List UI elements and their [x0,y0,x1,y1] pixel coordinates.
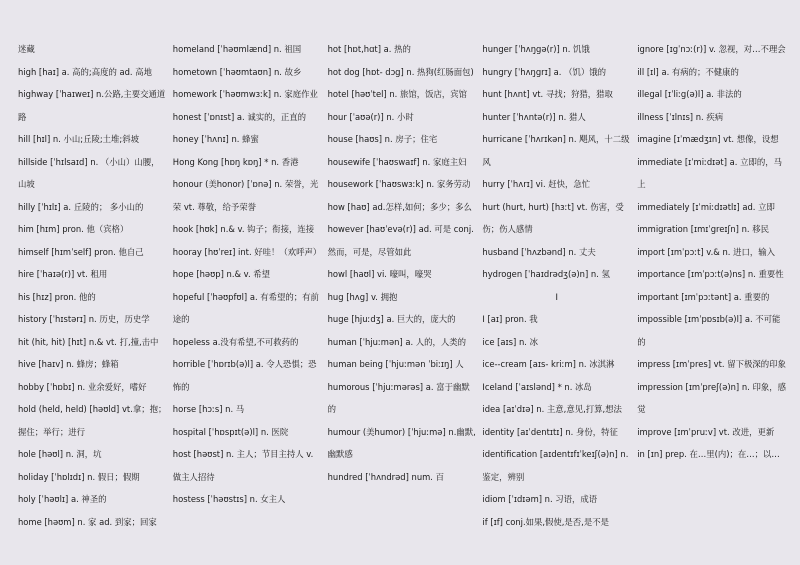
vocab-entry: imagine [ɪˈmædʒɪn] vt. 想像，设想 [637,134,779,144]
vocab-entry: housework [ˈhaʊswɜːk] n. 家务劳动 [327,179,471,189]
vocab-entry: hunter [ˈhʌntə(r)] n. 猎人 [482,111,586,122]
vocab-entry: hot [hɒt,hɑt] a. 热的 [327,44,411,54]
vocab-entry: ignore [ɪgˈnɔː(r)] v. 忽视，对…不理会 [637,44,786,54]
vocab-entry: 迷藏 [18,44,35,54]
vocab-entry: hostess [ˈhəʊstɪs] n. 女主人 [172,494,286,504]
vocab-entry: idiom [ˈɪdɪəm] n. 习语，成语 [482,494,598,504]
vocab-entry: homeland [ˈhəʊmlænd] n. 祖国 [172,44,302,54]
vocab-entry: identification [aɪdentɪfɪˈkeɪʃ(ə)n] n. 鉴定，辨别 [482,449,629,482]
vocab-entry: hive [haɪv] n. 蜂房；蜂箱 [18,359,119,369]
vocab-entry: Hong Kong [hɒŋ kɒŋ] * n. 香港 [172,156,299,167]
vocab-entry: immigration [ɪmɪˈgreɪʃn] n. 移民 [637,224,769,234]
column-1 [18,38,173,565]
vocab-entry: immediately [ɪˈmiːdɪətlɪ] ad. 立即 [637,201,775,212]
vocab-entry: howl [haʊl] vi. 嚎叫，嚎哭 [327,269,432,279]
vocab-entry: hilly [ˈhɪlɪ] a. 丘陵的； 多小山的 [18,201,144,212]
vocab-entry: hillside [ˈhɪlsaɪd] n. （小山）山腰，山坡 [18,156,160,189]
vocab-entry: hold (held, held) [həʊld] vt.拿；抱；握住；举行；进行 [18,404,167,437]
vocab-entry: hometown [ˈhəʊmtaʊn] n. 故乡 [172,66,302,77]
vocab-entry: humorous [ˈhjuːmərəs] a. 富于幽默的 [327,381,470,414]
vocab-entry: homework [ˈhəʊmwɜːk] n. 家庭作业 [172,89,318,99]
vocab-entry: hug [hʌg] v. 拥抱 [327,291,398,302]
vocab-entry: ill [ɪl] a. 有病的；不健康的 [637,66,739,77]
vocab-entry: hydrogen [ˈhaɪdrədʒ(ə)n] n. 氢 [482,269,610,279]
vocab-entry: home [həʊm] n. 家 ad. 到家；回家 [18,516,157,527]
vocab-entry: idea [aɪˈdɪə] n. 主意,意见,打算,想法 [482,404,622,414]
vocab-entry: hurt (hurt, hurt) [hɜːt] vt. 伤害，受伤；伤人感情 [482,201,624,234]
vocab-entry: his [hɪz] pron. 他的 [18,291,96,302]
vocab-entry: horrible [ˈhɒrɪb(ə)l] a. 令人恐惧；恐怖的 [172,359,317,392]
vocab-entry: humour (美humor) [ˈhjuːmə] n.幽默,幽默感 [327,426,476,459]
vocab-entry: illness [ˈɪlnɪs] n. 疾病 [637,111,724,122]
vocab-entry: hundred [ˈhʌndrəd] num. 百 [327,471,444,482]
vocab-entry: hurricane [ˈhʌrɪkən] n. 飓风，十二级风 [482,134,630,167]
vocab-entry: Iceland [ˈaɪslənd] * n. 冰岛 [482,381,592,392]
vocab-entry: hour [ˈaʊə(r)] n. 小时 [327,111,414,122]
vocab-entry: in [ɪn] prep. 在…里(内)；在…；以… [637,449,780,459]
column-2 [173,38,328,565]
vocab-entry: impression [ɪmˈpreʃ(ə)n] n. 印象，感觉 [637,381,786,414]
vocab-entry: history [ˈhɪstərɪ] n. 历史，历史学 [18,314,150,324]
vocab-entry: horse [hɔːs] n. 马 [172,404,245,414]
vocab-entry: hunger [ˈhʌŋgə(r)] n. 饥饿 [482,44,590,54]
vocab-entry: husband [ˈhʌzbənd] n. 丈夫 [482,246,596,257]
vocab-entry: hooray [hʊˈreɪ] int. 好哇！（欢呼声） [172,246,322,257]
vocab-entry: hopeful [ˈhəʊpfʊl] a. 有希望的；有前途的 [172,291,319,324]
vocab-entry: immediate [ɪˈmiːdɪət] a. 立即的，马上 [637,156,782,189]
vocab-entry: high [haɪ] a. 高的;高度的 ad. 高地 [18,66,153,77]
vocab-entry: holy [ˈhəʊlɪ] a. 神圣的 [18,494,107,504]
vocab-entry: important [ɪmˈpɔːtənt] a. 重要的 [637,291,770,302]
vocab-entry: huge [hjuːdʒ] a. 巨大的，庞大的 [327,314,456,324]
vocab-entry: hit (hit, hit) [hɪt] n.& vt. 打,撞,击中 [18,336,159,347]
vocab-entry: I [aɪ] pron. 我 [482,314,538,324]
vocab-entry: importance [ɪmˈpɔːt(ə)ns] n. 重要性 [637,269,784,279]
vocab-entry: hill [hɪl] n. 小山;丘陵;土堆;斜坡 [18,134,139,144]
vocab-entry: host [həʊst] n. 主人；节目主持人 v. 做主人招待 [172,449,314,482]
vocab-entry: honest [ˈɒnɪst] a. 诚实的，正直的 [172,111,306,122]
vocab-entry: hunt [hʌnt] vt. 寻找；狩猎，猎取 [482,89,613,99]
vocab-entry: honour (美honor) [ˈɒnə] n. 荣誉，光荣 vt. 尊敬，给予荣誉 [172,179,319,212]
vocab-entry: if [ɪf] conj.如果,假使,是否,是不是 [482,516,609,527]
vocab-entry: hope [həʊp] n.& v. 希望 [172,269,271,279]
vocab-entry: hopeless a.没有希望,不可救药的 [172,336,299,347]
vocab-entry: hobby [ˈhɒbɪ] n. 业余爱好，嗜好 [18,381,147,392]
column-5 [637,38,792,565]
vocab-entry: how [haʊ] ad.怎样,如何；多少；多么 [327,201,472,212]
vocab-entry: I [555,291,559,302]
vocab-entry: highway [ˈhaɪweɪ] n.公路,主要交通道路 [18,89,166,122]
vocab-entry: impress [ɪmˈpres] vt. 留下极深的印象 [637,359,786,369]
vocab-entry: improve [ɪmˈpruːv] vt. 改进，更新 [637,426,775,437]
vocab-entry: illegal [ɪˈliːg(ə)l] a. 非法的 [637,89,742,99]
vocab-entry: ice--cream [aɪs- kriːm] n. 冰淇淋 [482,359,615,369]
vocab-entry: identity [aɪˈdentɪtɪ] n. 身份，特征 [482,426,618,437]
column-3 [328,38,483,565]
vocab-entry: hungry [ˈhʌŋgrɪ] a. （饥）饿的 [482,66,606,77]
vocab-entry: hot dog [hɒt- dɔg] n. 热狗(红肠面包) [327,66,474,77]
column-4 [482,38,637,565]
vocab-entry: hospital [ˈhɒspɪt(ə)l] n. 医院 [172,426,289,437]
vocab-entry: human being [ˈhjuːmən ˈbiːɪŋ] 人 [327,359,464,369]
vocab-entry: house [haʊs] n. 房子；住宅 [327,134,438,144]
vocab-entry: hole [həʊl] n. 洞，坑 [18,449,102,459]
vocab-entry: impossible [ɪmˈpɒsɪb(ə)l] a. 不可能的 [637,314,781,347]
vocab-entry: him [hɪm] pron. 他（宾格） [18,224,129,234]
vocab-entry: import [ɪmˈpɔːt] v.& n. 进口，输入 [637,246,775,257]
vocab-entry: hotel [həʊˈtel] n. 旅馆，饭店，宾馆 [327,89,467,99]
vocab-entry: however [haʊˈevə(r)] ad. 可是 conj. 然而，可是，尽管如此 [327,224,474,257]
vocab-entry: housewife [ˈhaʊswaɪf] n. 家庭主妇 [327,156,467,167]
vocab-entry: ice [aɪs] n. 冰 [482,336,538,347]
vocab-entry: hire [ˈhaɪə(r)] vt. 租用 [18,269,108,279]
vocab-entry: holiday [ˈhɒlɪdɪ] n. 假日；假期 [18,471,140,482]
vocab-entry: hook [hʊk] n.& v. 钩子；衔接，连接 [172,224,315,234]
vocab-entry: human [ˈhjuːmən] a. 人的，人类的 [327,336,467,347]
vocab-entry: honey [ˈhʌnɪ] n. 蜂蜜 [172,134,259,144]
vocab-entry: hurry [ˈhʌrɪ] vi. 赶快，急忙 [482,179,591,189]
vocab-entry: himself [hɪmˈself] pron. 他自己 [18,246,144,257]
